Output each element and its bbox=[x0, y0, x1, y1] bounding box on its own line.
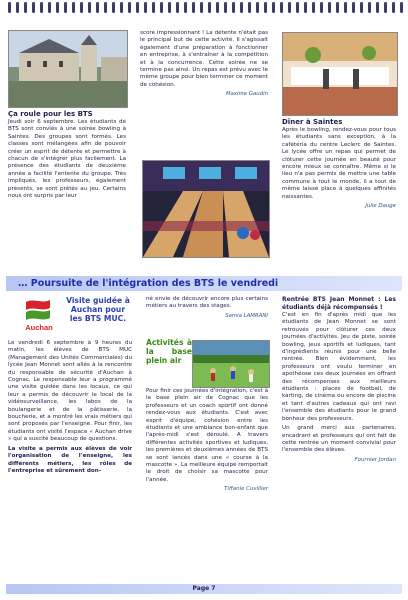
binding-ring bbox=[272, 2, 275, 13]
binding-ring bbox=[88, 2, 91, 13]
page-number: Page 7 bbox=[192, 585, 216, 592]
article-heading: Ça roule pour les BTS bbox=[8, 110, 93, 118]
article-signature: Tiffanie Cuvillier bbox=[224, 486, 268, 493]
binding-ring bbox=[160, 2, 163, 13]
binding-ring bbox=[96, 2, 99, 13]
binding-ring bbox=[104, 2, 107, 13]
banner-title: … Poursuite de l'intégration des BTS le vendredi bbox=[18, 278, 279, 289]
binding-ring bbox=[32, 2, 35, 13]
binding-ring bbox=[72, 2, 75, 13]
base-plein-air-photo bbox=[192, 340, 270, 388]
binding-ring bbox=[80, 2, 83, 13]
article-heading: Dîner à Saintes bbox=[282, 118, 343, 126]
binding-ring bbox=[256, 2, 259, 13]
article-base-heading-box bbox=[146, 338, 192, 365]
binding-ring bbox=[320, 2, 323, 13]
binding-ring bbox=[56, 2, 59, 13]
article-heading: Rentrée BTS Jean Monnet : Les étudiants déjà récompensés ! bbox=[282, 296, 396, 311]
article-heading: Visite guidée à Auchan pour les BTS MUC. bbox=[66, 296, 130, 323]
binding-ring bbox=[312, 2, 315, 13]
binding-ring bbox=[48, 2, 51, 13]
binding-ring bbox=[16, 2, 19, 13]
auchan-logo bbox=[20, 296, 58, 334]
binding-ring bbox=[304, 2, 307, 13]
binding-ring bbox=[248, 2, 251, 13]
article-bowling-continued bbox=[140, 30, 268, 99]
binding-ring bbox=[8, 2, 11, 13]
binding-ring bbox=[64, 2, 67, 13]
article-body: C'est en fin d'après midi que les étudiants de Jean Monnet se sont retrouvés pour clôturer ces deux journées d'activités. Jeu de piste, soirée bowling, jeux sportifs et ludiques, tant d'ingrédients réunis pour une belle rentrée. Bien évidemment, les professeurs ont voulu terminer en apothéose ces deux journées en offrant des récompenses aux meilleurs étudiants : places de football, de karting, de cinéma ou encore de piscine et tant d'autres cadeaux qui ont ravi l'ensemble des étudiants pour le grand bonheur des professeurs. bbox=[282, 312, 396, 422]
binding-ring bbox=[216, 2, 219, 13]
castle-photo bbox=[8, 30, 128, 108]
article-body-2: Un grand merci aux partenaires, encadrant et professeurs qui ont fait de cette rentrée un moment convivial pour l'ensemble des élèves. bbox=[282, 425, 396, 454]
newsletter-page bbox=[6, 14, 402, 592]
article-signature: Maxime Gaudin bbox=[225, 91, 268, 98]
binding-ring bbox=[344, 2, 347, 13]
binding-ring bbox=[120, 2, 123, 13]
article-bowling bbox=[8, 110, 126, 202]
article-body-continued: score impressionnant ! La détente n'était pas le principal but de cette activité. Il s'agissait également d'une préparation à fonctionner en entreprise, à s'entraîner à la compétition et à la concurrence. Cette soirée ne se termine pas ainsi. Un repas est prévu avec le même groupe pour bien terminer ce moment de cohésion. bbox=[140, 30, 268, 88]
binding-ring bbox=[184, 2, 187, 13]
article-signature: Samia LAMRANI bbox=[225, 312, 268, 319]
binding-ring bbox=[152, 2, 155, 13]
binding-ring bbox=[264, 2, 267, 13]
binding-ring bbox=[336, 2, 339, 13]
article-body-continued: né envie de découvrir encore plus certains métiers au travers des stages. bbox=[146, 296, 268, 310]
binding-ring bbox=[24, 2, 27, 13]
binding-ring bbox=[240, 2, 243, 13]
article-heading: Activités à la base plein air bbox=[146, 338, 192, 365]
binding-ring bbox=[288, 2, 291, 13]
section-banner bbox=[6, 276, 402, 291]
binding-ring bbox=[352, 2, 355, 13]
binding-ring bbox=[144, 2, 147, 13]
binding-ring bbox=[328, 2, 331, 13]
binding-ring bbox=[40, 2, 43, 13]
binding-ring bbox=[208, 2, 211, 13]
article-base-plein-air bbox=[146, 388, 268, 494]
article-body: Pour finir ces journées d'intégration, c'est à la base plein air de Cognac que les professeurs et un coach sportif ont donné rendez-vous aux étudiants. C'est avec esprit d'équipe, cohésion entre les étudiants et une ambiance bon-enfant que l'après-midi s'est déroulé. A travers différentes activités sportives et ludiques, les premières et deuxièmes années de BTS se sont lancés dans une « course à la mascotte ». La meilleure équipe remportait le droit de choisir sa mascotte pour l'année. bbox=[146, 388, 268, 483]
article-signature: Fournier Jordan bbox=[354, 456, 396, 463]
cafeteria-photo bbox=[282, 32, 398, 116]
binding-ring bbox=[112, 2, 115, 13]
binding-ring bbox=[192, 2, 195, 13]
binding-ring bbox=[176, 2, 179, 13]
binding-ring bbox=[224, 2, 227, 13]
article-body: Après le bowling, rendez-vous pour tous les étudiants sans exception, à la cafétéria du centre Leclerc de Saintes. Le lycée offre un repas qui permet de clôturer cette journée en beauté pour encore mieux se connaître. Même si le lieu n'a pas permis de mettre une table commune à tout le monde, il a tout de même laissé place à quelques affinités naissantes. bbox=[282, 127, 396, 200]
article-signature: Julie Dauge bbox=[365, 203, 396, 210]
article-recompenses bbox=[282, 296, 396, 464]
article-body: Le vendredi 6 septembre à 9 heures du matin, les élèves de BTS MUC (Management des Unités Commerciales) du lycée Jean Monnet sont allés à la rencontre du responsable de sécurité d'Auchan à Cognac. Le responsable leur a programmé une visite guidée dans les locaux, ce qui leur a permis de découvrir le local de la vidéosurveillance, les labos de la boulangerie et de la pâtisserie, la boucherie, et a montré les vrais métiers qui sont proposés par l'enseigne. Pour finir, les étudiants ont visité l'espace « Auchan drive » qui a suscité beaucoup de questions. bbox=[8, 340, 132, 443]
article-auchan-continued bbox=[146, 296, 268, 320]
binding-ring bbox=[392, 2, 395, 13]
binding-ring bbox=[376, 2, 379, 13]
binding-ring bbox=[136, 2, 139, 13]
binding-ring bbox=[368, 2, 371, 13]
binding-ring bbox=[400, 2, 403, 13]
bowling-photo bbox=[142, 160, 270, 258]
svg-text:Auchan: Auchan bbox=[25, 323, 53, 332]
article-auchan bbox=[8, 340, 132, 477]
article-body: Jeudi soir 6 septembre. Les étudiants de BTS sont conviés à une soirée bowling à Saintes. Des groupes sont formés. Les classes sont mélangées afin de pouvoir créer un esprit de détente et permettre à chacun de s'intégrer plus facilement. La présence des étudiants de deuxième année a facilité l'entente du groupe. Très impliqués, les professeurs, également présents, se sont prêtés au jeu. Certains nous ont surpris par leur bbox=[8, 119, 126, 200]
binding-ring bbox=[168, 2, 171, 13]
binding-ring bbox=[232, 2, 235, 13]
binding-ring bbox=[200, 2, 203, 13]
page-footer bbox=[6, 584, 402, 594]
binding-ring bbox=[280, 2, 283, 13]
binding-ring bbox=[384, 2, 387, 13]
binding-ring bbox=[296, 2, 299, 13]
binding-ring bbox=[360, 2, 363, 13]
article-diner bbox=[282, 118, 396, 210]
article-auchan-heading-box bbox=[66, 296, 130, 323]
binding-ring bbox=[128, 2, 131, 13]
article-body-bold: La visite a permis aux élèves de voir l'organisation de l'enseigne, les différents métiers, les rôles de l'entreprise et sûrement don- bbox=[8, 445, 132, 474]
